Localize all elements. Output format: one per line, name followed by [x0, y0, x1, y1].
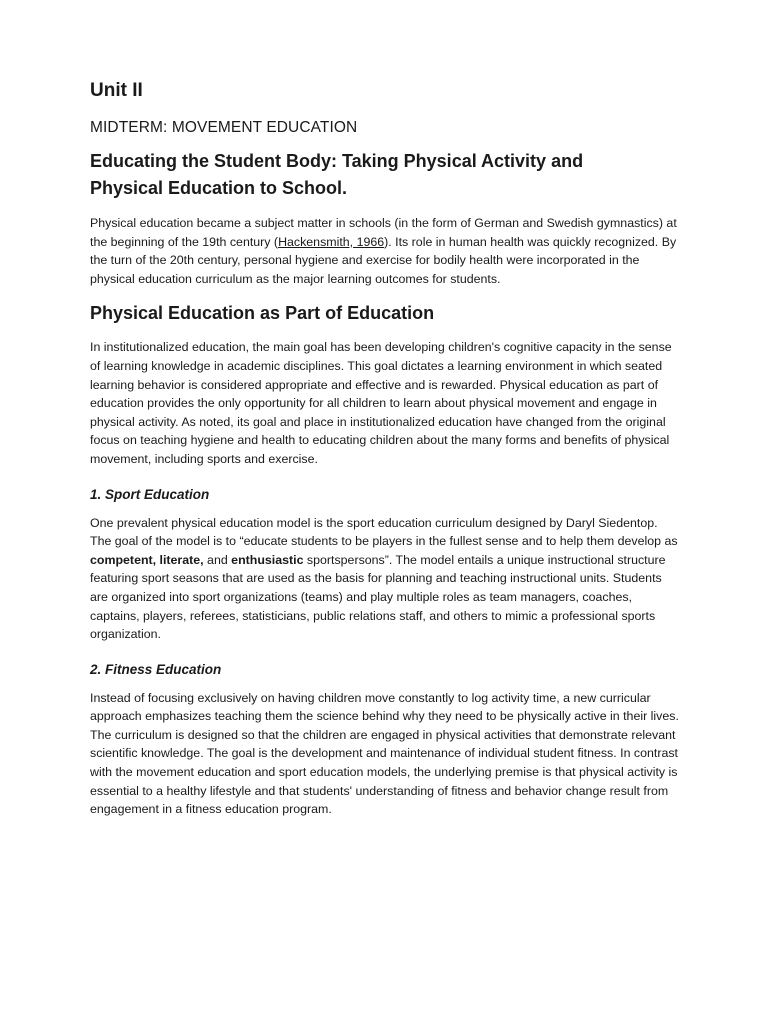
- section-paragraph-pe: In institutionalized education, the main goal has been developing children's cognitive capacity in the sense of learning knowledge in academic disciplines. This goal dictates a learning environment in which seated learning behavior is considered appropriate and effective and is rewarded. Physical education as part of education provides the only opportunity for all children to learn about physical movement and engage in physical activity. As noted, its goal and place in institutionalized education have changed from the original focus on teaching hygiene and health to educating children about the many forms and benefits of physical movement, including sports and exercise.: [90, 340, 672, 466]
- subheading-fitness-education: 2. Fitness Education: [90, 661, 222, 677]
- unit-label: Unit II: [90, 80, 143, 101]
- citation-link[interactable]: Hackensmith, 1966: [278, 234, 385, 249]
- sport-text-3: sportspersons”. The model entails a unique instructional structure featuring sport seasons that are used as the basis for planning and teaching instructional units. Students are organized into sport organizations (teams) and play multiple roles as team managers, coaches, captains, players, referees, statisticians, public relations staff, and others to mimic a professional sports organization.: [90, 552, 666, 642]
- sport-education-paragraph: [90, 514, 680, 644]
- document-title: [90, 148, 680, 202]
- document-title-line-2: Physical Education to School.: [90, 178, 348, 198]
- fitness-education-paragraph: Instead of focusing exclusively on having children move constantly to log activity time, a new curricular approach emphasizes teaching them the science behind why they need to be physically active in their lives. The curriculum is designed so that the children are engaged in physical activities that demonstrate relevant scientific knowledge. The goal is the development and maintenance of individual student fitness. In contrast with the movement education and sport education models, the underlying premise is that physical activity is essential to a healthy lifestyle and that students' understanding of fitness and behavior change result from engagement in a fitness education program.: [90, 690, 679, 817]
- subheading-sport-education: 1. Sport Education: [90, 486, 210, 502]
- intro-text-end: ). Its role in human health was quickly recognized. By the turn of the 20th century, personal hygiene and exercise for bodily health were incorporated in the physical education curriculum as the major learning outcomes for students.: [90, 234, 677, 286]
- sport-text-1: One prevalent physical education model is the sport education curriculum designed by Daryl Siedentop. The goal of the model is to “educate students to be players in the fullest sense and to help them develop as: [90, 515, 678, 549]
- document-title-line-1: Educating the Student Body: Taking Physical Activity and: [90, 151, 584, 171]
- document-content: [90, 78, 680, 819]
- sport-bold-1: competent, literate,: [90, 552, 204, 567]
- sport-text-2: and: [203, 552, 232, 567]
- midterm-heading: MIDTERM: MOVEMENT EDUCATION: [90, 119, 358, 136]
- section-heading-pe: Physical Education as Part of Education: [90, 303, 435, 324]
- intro-text-start: Physical education became a subject matter in schools (in the form of German and Swedish gymnastics) at the beginning of the 19th century (: [90, 216, 677, 249]
- intro-paragraph: [90, 214, 680, 288]
- sport-bold-2: enthusiastic: [231, 552, 304, 567]
